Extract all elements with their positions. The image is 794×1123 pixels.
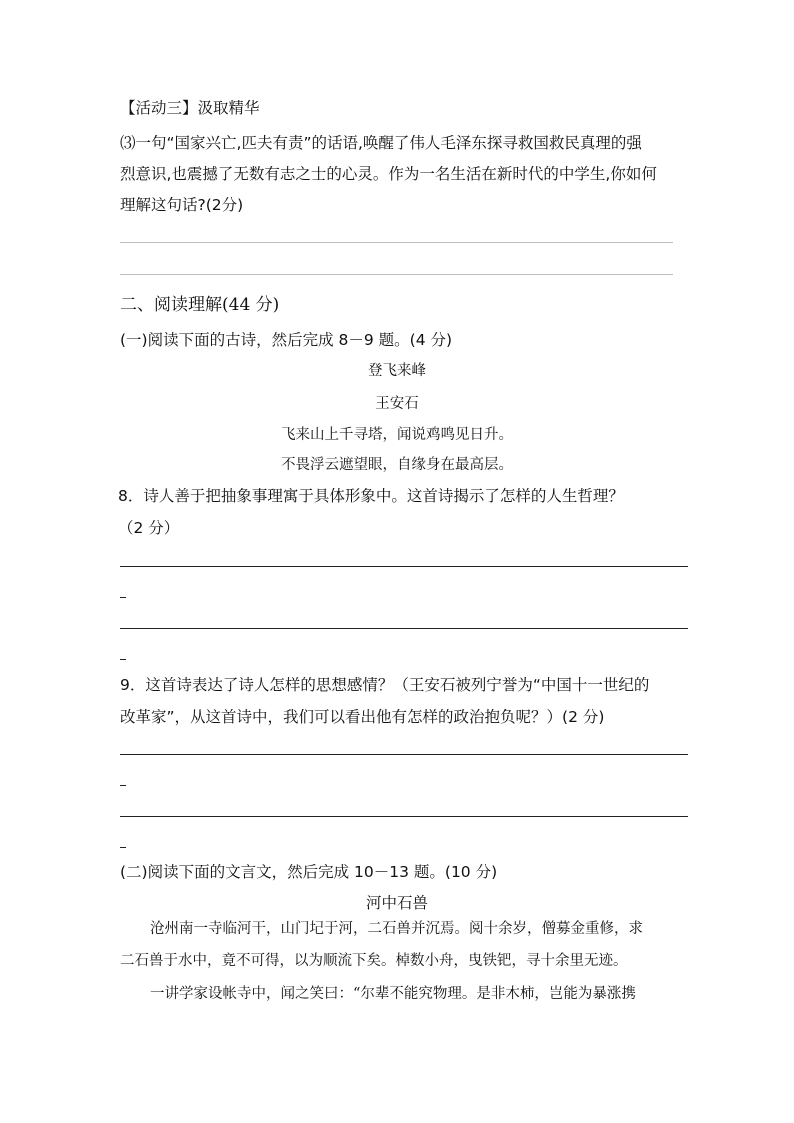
answer-line[interactable]	[120, 566, 688, 567]
answer-line-marker	[120, 597, 126, 598]
question-8-line-1: 8．诗人善于把抽象事理寓于具体形象中。这首诗揭示了怎样的人生哲理？	[118, 487, 624, 505]
answer-line-marker	[120, 785, 126, 786]
answer-line[interactable]	[120, 754, 688, 755]
question-9-line-2: 改革家”，从这首诗中，我们可以看出他有怎样的政治抱负呢？）(2 分)	[120, 708, 605, 726]
poem-author: 王安石	[375, 396, 419, 412]
activity-heading: 【活动三】汲取精华	[120, 99, 260, 117]
passage-p1-line-2: 二石兽于水中，竟不可得，以为顺流下矣。棹数小舟，曳铁钯，寻十余里无迹。	[120, 953, 628, 969]
section-2-heading: 二、阅读理解(44 分)	[120, 295, 280, 315]
part-1-intro: (一)阅读下面的古诗，然后完成 8－9 题。(4 分)	[120, 331, 453, 349]
passage-p2-line-1: 一讲学家设帐寺中，闻之笑曰：“尔辈不能究物理。是非木柿，岂能为暴涨携	[150, 986, 636, 1002]
question-3-line-3: 理解这句话?(2分)	[120, 196, 244, 214]
answer-line-marker	[120, 659, 126, 660]
question-9-line-1: 9．这首诗表达了诗人怎样的思想感情？（王安石被列宁誉为“中国十一世纪的	[120, 676, 650, 694]
passage-title: 河中石兽	[365, 894, 428, 912]
answer-line[interactable]	[120, 242, 673, 243]
poem-title: 登飞来峰	[368, 363, 426, 379]
question-8-line-2: （2 分）	[118, 519, 180, 537]
answer-line[interactable]	[120, 628, 688, 629]
question-3-line-2: 烈意识,也震撼了无数有志之士的心灵。作为一名生活在新时代的中学生,你如何	[120, 165, 657, 183]
answer-line[interactable]	[120, 816, 688, 817]
poem-line-1: 飞来山上千寻塔，闻说鸡鸣见日升。	[281, 427, 513, 443]
answer-line-marker	[120, 847, 126, 848]
poem-line-2: 不畏浮云遮望眼，自缘身在最高层。	[281, 457, 513, 473]
part-2-intro: (二)阅读下面的文言文，然后完成 10－13 题。(10 分)	[120, 863, 498, 881]
passage-p1-line-1: 沧州南一寺临河干，山门圮于河，二石兽并沉焉。阅十余岁，僧募金重修，求	[150, 921, 643, 937]
answer-line[interactable]	[120, 274, 673, 275]
question-3-line-1: ⑶一句“国家兴亡,匹夫有责”的话语,唤醒了伟人毛泽东探寻救国救民真理的强	[120, 134, 642, 152]
